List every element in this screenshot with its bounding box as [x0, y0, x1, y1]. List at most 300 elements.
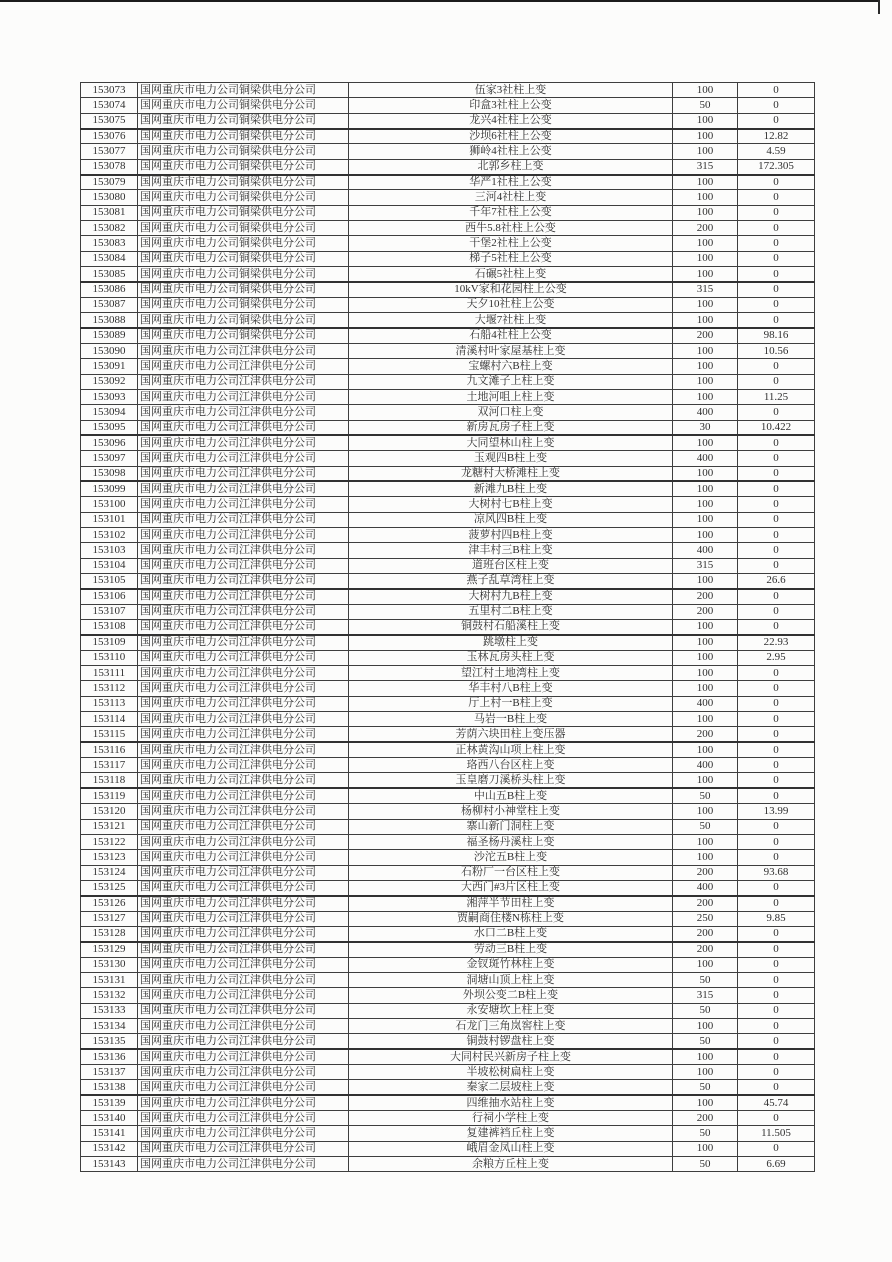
- cell-row-id: 153120: [81, 804, 138, 819]
- cell-transformer-name: 石碾5社柱上变: [349, 267, 673, 282]
- table-row: [81, 512, 815, 527]
- cell-transformer-name: 金钗斑竹林柱上变: [349, 957, 673, 972]
- cell-capacity: 100: [673, 742, 738, 757]
- cell-value: 0: [738, 313, 815, 328]
- table-row: [81, 359, 815, 374]
- table-row: [81, 83, 815, 98]
- cell-row-id: 153121: [81, 819, 138, 834]
- cell-capacity: 400: [673, 696, 738, 711]
- table-row: [81, 988, 815, 1003]
- cell-value: 0: [738, 896, 815, 911]
- table-row: [81, 374, 815, 389]
- cell-company: 国网重庆市电力公司江津供电分公司: [138, 1065, 349, 1080]
- cell-row-id: 153136: [81, 1049, 138, 1064]
- cell-row-id: 153116: [81, 742, 138, 757]
- cell-capacity: 100: [673, 574, 738, 589]
- cell-row-id: 153086: [81, 282, 138, 297]
- cell-value: 26.6: [738, 574, 815, 589]
- cell-value: 0: [738, 267, 815, 282]
- table-row: [81, 1065, 815, 1080]
- cell-value: 0: [738, 282, 815, 297]
- table-row: [81, 896, 815, 911]
- cell-company: 国网重庆市电力公司江津供电分公司: [138, 834, 349, 849]
- cell-transformer-name: 狮岭4社柱上公变: [349, 144, 673, 159]
- cell-capacity: 50: [673, 1003, 738, 1018]
- cell-company: 国网重庆市电力公司江津供电分公司: [138, 804, 349, 819]
- cell-row-id: 153118: [81, 773, 138, 788]
- cell-company: 国网重庆市电力公司江津供电分公司: [138, 620, 349, 635]
- cell-capacity: 100: [673, 1049, 738, 1064]
- cell-row-id: 153109: [81, 635, 138, 650]
- cell-transformer-name: 干堡2社柱上公变: [349, 236, 673, 251]
- table-row: [81, 942, 815, 957]
- cell-value: 0: [738, 221, 815, 236]
- cell-capacity: 200: [673, 727, 738, 742]
- table-row: [81, 1126, 815, 1141]
- cell-transformer-name: 华严1社柱上公变: [349, 175, 673, 190]
- cell-row-id: 153084: [81, 251, 138, 266]
- table-row: [81, 251, 815, 266]
- cell-row-id: 153092: [81, 374, 138, 389]
- cell-row-id: 153129: [81, 942, 138, 957]
- cell-row-id: 153139: [81, 1095, 138, 1110]
- table-row: [81, 144, 815, 159]
- table-row: [81, 282, 815, 297]
- cell-row-id: 153100: [81, 497, 138, 512]
- cell-capacity: 100: [673, 251, 738, 266]
- cell-row-id: 153126: [81, 896, 138, 911]
- cell-value: 172.305: [738, 159, 815, 174]
- cell-value: 0: [738, 880, 815, 895]
- cell-row-id: 153073: [81, 83, 138, 98]
- cell-company: 国网重庆市电力公司铜梁供电分公司: [138, 83, 349, 98]
- cell-value: 0: [738, 727, 815, 742]
- cell-transformer-name: 大同望林山柱上变: [349, 435, 673, 450]
- table-row: [81, 129, 815, 144]
- cell-row-id: 153096: [81, 435, 138, 450]
- cell-capacity: 315: [673, 988, 738, 1003]
- cell-company: 国网重庆市电力公司江津供电分公司: [138, 374, 349, 389]
- cell-row-id: 153112: [81, 681, 138, 696]
- cell-value: 4.59: [738, 144, 815, 159]
- cell-capacity: 100: [673, 129, 738, 144]
- cell-value: 0: [738, 942, 815, 957]
- cell-transformer-name: 伍家3社柱上变: [349, 83, 673, 98]
- cell-row-id: 153085: [81, 267, 138, 282]
- cell-transformer-name: 印盒3社柱上公变: [349, 98, 673, 113]
- cell-row-id: 153107: [81, 604, 138, 619]
- cell-transformer-name: 跳墩柱上变: [349, 635, 673, 650]
- cell-row-id: 153091: [81, 359, 138, 374]
- cell-capacity: 315: [673, 282, 738, 297]
- cell-transformer-name: 劳动三B柱上变: [349, 942, 673, 957]
- cell-company: 国网重庆市电力公司江津供电分公司: [138, 543, 349, 558]
- cell-capacity: 100: [673, 804, 738, 819]
- cell-transformer-name: 铜鼓村石船溪柱上变: [349, 620, 673, 635]
- cell-row-id: 153111: [81, 666, 138, 681]
- transformer-table: [80, 82, 815, 1172]
- table-row: [81, 1018, 815, 1033]
- cell-capacity: 100: [673, 773, 738, 788]
- cell-row-id: 153077: [81, 144, 138, 159]
- cell-capacity: 100: [673, 267, 738, 282]
- cell-capacity: 100: [673, 527, 738, 542]
- cell-transformer-name: 厅上村一B柱上变: [349, 696, 673, 711]
- cell-company: 国网重庆市电力公司江津供电分公司: [138, 788, 349, 803]
- cell-company: 国网重庆市电力公司江津供电分公司: [138, 650, 349, 665]
- cell-transformer-name: 大树村九B柱上变: [349, 589, 673, 604]
- cell-capacity: 100: [673, 666, 738, 681]
- cell-transformer-name: 四维抽水站柱上变: [349, 1095, 673, 1110]
- cell-row-id: 153090: [81, 343, 138, 358]
- page-top-rule: [0, 0, 880, 2]
- cell-capacity: 400: [673, 405, 738, 420]
- cell-transformer-name: 永安塘坎上柱上变: [349, 1003, 673, 1018]
- cell-capacity: 200: [673, 926, 738, 941]
- cell-capacity: 100: [673, 957, 738, 972]
- cell-company: 国网重庆市电力公司江津供电分公司: [138, 742, 349, 757]
- cell-transformer-name: 10kV家和花园柱上公变: [349, 282, 673, 297]
- cell-capacity: 100: [673, 359, 738, 374]
- table-row: [81, 850, 815, 865]
- cell-value: 0: [738, 205, 815, 220]
- table-row: [81, 175, 815, 190]
- cell-company: 国网重庆市电力公司铜梁供电分公司: [138, 175, 349, 190]
- table-row: [81, 926, 815, 941]
- cell-row-id: 153101: [81, 512, 138, 527]
- cell-transformer-name: 玉皇磨刀溪桥头柱上变: [349, 773, 673, 788]
- cell-value: 0: [738, 297, 815, 312]
- cell-value: 0: [738, 681, 815, 696]
- cell-row-id: 153082: [81, 221, 138, 236]
- cell-capacity: 100: [673, 435, 738, 450]
- cell-company: 国网重庆市电力公司江津供电分公司: [138, 1080, 349, 1095]
- cell-capacity: 50: [673, 819, 738, 834]
- cell-value: 0: [738, 527, 815, 542]
- table-row: [81, 727, 815, 742]
- cell-row-id: 153074: [81, 98, 138, 113]
- cell-capacity: 100: [673, 389, 738, 404]
- cell-company: 国网重庆市电力公司江津供电分公司: [138, 988, 349, 1003]
- cell-capacity: 200: [673, 221, 738, 236]
- cell-company: 国网重庆市电力公司江津供电分公司: [138, 420, 349, 435]
- cell-company: 国网重庆市电力公司江津供电分公司: [138, 1018, 349, 1033]
- cell-company: 国网重庆市电力公司江津供电分公司: [138, 343, 349, 358]
- cell-value: 0: [738, 758, 815, 773]
- table-row: [81, 773, 815, 788]
- cell-transformer-name: 玉观四B柱上变: [349, 451, 673, 466]
- cell-transformer-name: 大堰7社柱上变: [349, 313, 673, 328]
- cell-capacity: 100: [673, 113, 738, 128]
- cell-value: 0: [738, 113, 815, 128]
- cell-row-id: 153142: [81, 1141, 138, 1156]
- cell-value: 0: [738, 512, 815, 527]
- cell-row-id: 153125: [81, 880, 138, 895]
- cell-capacity: 100: [673, 236, 738, 251]
- table-row: [81, 834, 815, 849]
- cell-capacity: 100: [673, 83, 738, 98]
- cell-transformer-name: 湘萍半节田柱上变: [349, 896, 673, 911]
- cell-transformer-name: 龙糖村大桥滩柱上变: [349, 466, 673, 481]
- table-row: [81, 558, 815, 573]
- table-row: [81, 221, 815, 236]
- cell-row-id: 153113: [81, 696, 138, 711]
- cell-company: 国网重庆市电力公司江津供电分公司: [138, 1049, 349, 1064]
- cell-value: 0: [738, 620, 815, 635]
- cell-value: 0: [738, 83, 815, 98]
- cell-company: 国网重庆市电力公司江津供电分公司: [138, 604, 349, 619]
- cell-value: 0: [738, 712, 815, 727]
- table-row: [81, 681, 815, 696]
- cell-transformer-name: 天夕10社柱上公变: [349, 297, 673, 312]
- cell-row-id: 153127: [81, 911, 138, 926]
- cell-company: 国网重庆市电力公司江津供电分公司: [138, 972, 349, 987]
- cell-transformer-name: 宝螺村六B柱上变: [349, 359, 673, 374]
- cell-capacity: 200: [673, 865, 738, 880]
- cell-value: 0: [738, 466, 815, 481]
- cell-row-id: 153089: [81, 328, 138, 343]
- cell-row-id: 153095: [81, 420, 138, 435]
- cell-transformer-name: 寨山新门洞柱上变: [349, 819, 673, 834]
- cell-capacity: 100: [673, 620, 738, 635]
- cell-row-id: 153087: [81, 297, 138, 312]
- cell-company: 国网重庆市电力公司江津供电分公司: [138, 850, 349, 865]
- cell-capacity: 50: [673, 1080, 738, 1095]
- cell-transformer-name: 清溪村叶家屋基柱上变: [349, 343, 673, 358]
- table-row: [81, 1111, 815, 1126]
- cell-transformer-name: 半坡松树扁柱上变: [349, 1065, 673, 1080]
- cell-company: 国网重庆市电力公司江津供电分公司: [138, 1003, 349, 1018]
- cell-row-id: 153124: [81, 865, 138, 880]
- table-row: [81, 481, 815, 496]
- cell-capacity: 400: [673, 543, 738, 558]
- cell-capacity: 100: [673, 681, 738, 696]
- table-row: [81, 635, 815, 650]
- table-row: [81, 804, 815, 819]
- cell-company: 国网重庆市电力公司江津供电分公司: [138, 1111, 349, 1126]
- cell-transformer-name: 大西门#3片区柱上变: [349, 880, 673, 895]
- cell-capacity: 100: [673, 1018, 738, 1033]
- cell-transformer-name: 龙兴4社柱上公变: [349, 113, 673, 128]
- table-row: [81, 451, 815, 466]
- cell-value: 0: [738, 98, 815, 113]
- cell-company: 国网重庆市电力公司江津供电分公司: [138, 865, 349, 880]
- cell-capacity: 100: [673, 175, 738, 190]
- table-row: [81, 696, 815, 711]
- cell-transformer-name: 玉林瓦房头柱上变: [349, 650, 673, 665]
- cell-value: 0: [738, 359, 815, 374]
- cell-capacity: 50: [673, 1126, 738, 1141]
- cell-capacity: 315: [673, 558, 738, 573]
- cell-capacity: 100: [673, 650, 738, 665]
- cell-value: 0: [738, 1034, 815, 1049]
- cell-transformer-name: 大树村七B柱上变: [349, 497, 673, 512]
- cell-transformer-name: 杨柳村小神堂柱上变: [349, 804, 673, 819]
- cell-company: 国网重庆市电力公司江津供电分公司: [138, 681, 349, 696]
- cell-transformer-name: 马岩一B柱上变: [349, 712, 673, 727]
- cell-row-id: 153079: [81, 175, 138, 190]
- table-row: [81, 236, 815, 251]
- cell-row-id: 153143: [81, 1157, 138, 1172]
- cell-transformer-name: 华丰村八B柱上变: [349, 681, 673, 696]
- table-row: [81, 758, 815, 773]
- cell-company: 国网重庆市电力公司江津供电分公司: [138, 558, 349, 573]
- cell-row-id: 153123: [81, 850, 138, 865]
- cell-value: 0: [738, 589, 815, 604]
- cell-transformer-name: 大同村民兴新房子柱上变: [349, 1049, 673, 1064]
- cell-capacity: 100: [673, 1095, 738, 1110]
- cell-capacity: 50: [673, 1157, 738, 1172]
- cell-capacity: 100: [673, 512, 738, 527]
- cell-company: 国网重庆市电力公司江津供电分公司: [138, 1095, 349, 1110]
- cell-company: 国网重庆市电力公司铜梁供电分公司: [138, 144, 349, 159]
- table-row: [81, 1141, 815, 1156]
- cell-row-id: 153099: [81, 481, 138, 496]
- cell-transformer-name: 中山五B柱上变: [349, 788, 673, 803]
- table-row: [81, 880, 815, 895]
- cell-value: 0: [738, 374, 815, 389]
- cell-value: 12.82: [738, 129, 815, 144]
- cell-row-id: 153093: [81, 389, 138, 404]
- cell-company: 国网重庆市电力公司江津供电分公司: [138, 1126, 349, 1141]
- cell-value: 0: [738, 1049, 815, 1064]
- cell-capacity: 100: [673, 466, 738, 481]
- cell-row-id: 153098: [81, 466, 138, 481]
- cell-company: 国网重庆市电力公司江津供电分公司: [138, 1141, 349, 1156]
- cell-transformer-name: 石船4社柱上公变: [349, 328, 673, 343]
- cell-value: 0: [738, 988, 815, 1003]
- cell-company: 国网重庆市电力公司铜梁供电分公司: [138, 190, 349, 205]
- cell-row-id: 153140: [81, 1111, 138, 1126]
- cell-capacity: 400: [673, 880, 738, 895]
- cell-row-id: 153102: [81, 527, 138, 542]
- cell-transformer-name: 菠萝村四B柱上变: [349, 527, 673, 542]
- cell-company: 国网重庆市电力公司江津供电分公司: [138, 926, 349, 941]
- table-row: [81, 865, 815, 880]
- table-row: [81, 267, 815, 282]
- cell-transformer-name: 新房瓦房子柱上变: [349, 420, 673, 435]
- cell-company: 国网重庆市电力公司江津供电分公司: [138, 481, 349, 496]
- cell-transformer-name: 五里村二B柱上变: [349, 604, 673, 619]
- cell-transformer-name: 洞塘山顶上柱上变: [349, 972, 673, 987]
- cell-company: 国网重庆市电力公司江津供电分公司: [138, 574, 349, 589]
- cell-company: 国网重庆市电力公司江津供电分公司: [138, 405, 349, 420]
- cell-transformer-name: 复建裤裆丘柱上变: [349, 1126, 673, 1141]
- cell-transformer-name: 沙坝6社柱上公变: [349, 129, 673, 144]
- table-row: [81, 190, 815, 205]
- cell-capacity: 400: [673, 758, 738, 773]
- cell-row-id: 153114: [81, 712, 138, 727]
- cell-capacity: 100: [673, 834, 738, 849]
- cell-row-id: 153115: [81, 727, 138, 742]
- cell-value: 45.74: [738, 1095, 815, 1110]
- table-row: [81, 466, 815, 481]
- cell-row-id: 153130: [81, 957, 138, 972]
- cell-company: 国网重庆市电力公司铜梁供电分公司: [138, 98, 349, 113]
- cell-capacity: 100: [673, 481, 738, 496]
- cell-capacity: 100: [673, 712, 738, 727]
- cell-value: 0: [738, 1003, 815, 1018]
- table-row: [81, 574, 815, 589]
- cell-company: 国网重庆市电力公司铜梁供电分公司: [138, 328, 349, 343]
- cell-row-id: 153137: [81, 1065, 138, 1080]
- cell-transformer-name: 福圣杨丹溪柱上变: [349, 834, 673, 849]
- table-row: [81, 313, 815, 328]
- cell-value: 0: [738, 1141, 815, 1156]
- cell-transformer-name: 北郭乡柱上变: [349, 159, 673, 174]
- cell-row-id: 153106: [81, 589, 138, 604]
- cell-transformer-name: 铜鼓村锣盘柱上变: [349, 1034, 673, 1049]
- cell-capacity: 50: [673, 1034, 738, 1049]
- cell-row-id: 153080: [81, 190, 138, 205]
- cell-capacity: 200: [673, 604, 738, 619]
- cell-value: 93.68: [738, 865, 815, 880]
- cell-transformer-name: 沙沱五B柱上变: [349, 850, 673, 865]
- cell-company: 国网重庆市电力公司江津供电分公司: [138, 666, 349, 681]
- cell-capacity: 200: [673, 942, 738, 957]
- cell-row-id: 153097: [81, 451, 138, 466]
- cell-value: 0: [738, 451, 815, 466]
- cell-transformer-name: 西牛5.8社柱上公变: [349, 221, 673, 236]
- cell-row-id: 153132: [81, 988, 138, 1003]
- cell-row-id: 153104: [81, 558, 138, 573]
- table-row: [81, 405, 815, 420]
- table-row: [81, 328, 815, 343]
- cell-value: 0: [738, 558, 815, 573]
- table-row: [81, 604, 815, 619]
- cell-company: 国网重庆市电力公司铜梁供电分公司: [138, 282, 349, 297]
- cell-value: 98.16: [738, 328, 815, 343]
- cell-transformer-name: 三河4社柱上变: [349, 190, 673, 205]
- table-row: [81, 911, 815, 926]
- cell-value: 0: [738, 666, 815, 681]
- cell-capacity: 200: [673, 589, 738, 604]
- table-row: [81, 788, 815, 803]
- cell-value: 0: [738, 481, 815, 496]
- cell-company: 国网重庆市电力公司江津供电分公司: [138, 589, 349, 604]
- cell-company: 国网重庆市电力公司江津供电分公司: [138, 696, 349, 711]
- cell-row-id: 153122: [81, 834, 138, 849]
- cell-row-id: 153119: [81, 788, 138, 803]
- cell-company: 国网重庆市电力公司江津供电分公司: [138, 911, 349, 926]
- cell-value: 0: [738, 742, 815, 757]
- table-row: [81, 1095, 815, 1110]
- cell-transformer-name: 外坝公变二B柱上变: [349, 988, 673, 1003]
- cell-row-id: 153103: [81, 543, 138, 558]
- cell-capacity: 50: [673, 788, 738, 803]
- cell-company: 国网重庆市电力公司江津供电分公司: [138, 758, 349, 773]
- cell-value: 0: [738, 175, 815, 190]
- cell-capacity: 100: [673, 190, 738, 205]
- cell-row-id: 153088: [81, 313, 138, 328]
- table-row: [81, 589, 815, 604]
- cell-company: 国网重庆市电力公司铜梁供电分公司: [138, 251, 349, 266]
- cell-row-id: 153110: [81, 650, 138, 665]
- table-row: [81, 957, 815, 972]
- cell-row-id: 153128: [81, 926, 138, 941]
- cell-capacity: 100: [673, 313, 738, 328]
- cell-value: 0: [738, 788, 815, 803]
- cell-value: 0: [738, 972, 815, 987]
- cell-capacity: 250: [673, 911, 738, 926]
- cell-company: 国网重庆市电力公司铜梁供电分公司: [138, 159, 349, 174]
- cell-value: 0: [738, 926, 815, 941]
- table-row: [81, 435, 815, 450]
- cell-transformer-name: 峨眉金凤山柱上变: [349, 1141, 673, 1156]
- cell-company: 国网重庆市电力公司铜梁供电分公司: [138, 313, 349, 328]
- table-row: [81, 1049, 815, 1064]
- cell-transformer-name: 正林黄沟山项上柱上变: [349, 742, 673, 757]
